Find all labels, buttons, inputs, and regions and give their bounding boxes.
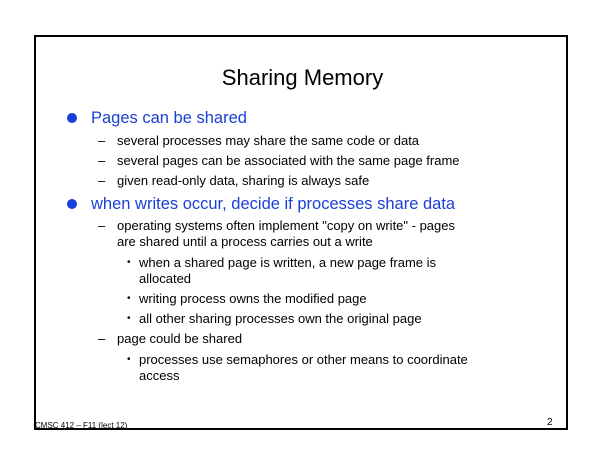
bullet-2-text: when writes occur, decide if processes share data xyxy=(91,195,456,213)
dash-icon: – xyxy=(98,173,106,188)
dash-icon: – xyxy=(98,153,106,168)
sub-sub-4-line-2: access xyxy=(139,368,180,383)
bullet-2-sub-1-line-2: are shared until a process carries out a write xyxy=(117,234,373,249)
bullet-1-sub-1: several processes may share the same code or data xyxy=(117,133,420,148)
small-bullet-icon: • xyxy=(127,313,131,324)
small-bullet-icon: • xyxy=(127,354,131,365)
bullet-1-sub-3: given read-only data, sharing is always safe xyxy=(117,173,370,188)
bullet-1-text: Pages can be shared xyxy=(91,109,247,127)
sub-sub-1-line-1: when a shared page is written, a new page frame is xyxy=(139,255,437,270)
bullet-dot-icon xyxy=(67,199,77,209)
slide-title: Sharing Memory xyxy=(221,65,384,90)
dash-icon: – xyxy=(98,218,106,233)
dash-icon: – xyxy=(98,331,106,346)
sub-sub-2: writing process owns the modified page xyxy=(139,291,367,306)
dash-icon: – xyxy=(98,133,106,148)
footer-course: CMSC 412 – F11 (lect 12) xyxy=(35,421,128,430)
small-bullet-icon: • xyxy=(127,293,131,304)
bullet-dot-icon xyxy=(67,113,77,123)
bullet-1-sub-2: several pages can be associated with the same page frame xyxy=(117,153,460,168)
sub-sub-3: all other sharing processes own the original page xyxy=(139,311,422,326)
sub-sub-1-line-2: allocated xyxy=(139,271,192,286)
page-number: 2 xyxy=(547,417,553,428)
small-bullet-icon: • xyxy=(127,257,131,268)
bullet-2-sub-1-line-1: operating systems often implement "copy on write" - pages xyxy=(117,218,455,233)
bullet-2-sub-2: page could be shared xyxy=(117,331,243,346)
sub-sub-4-line-1: processes use semaphores or other means to coordinate xyxy=(139,352,468,367)
